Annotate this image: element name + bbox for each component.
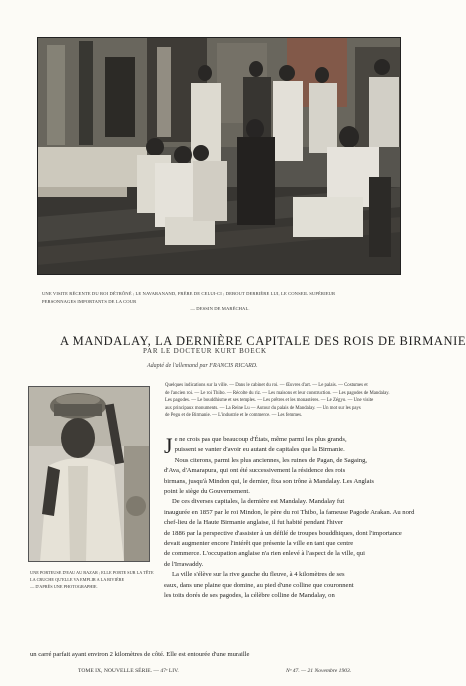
body-line: de l'Irrawaddy. <box>164 560 204 568</box>
body-line: chef-lieu de la Haute Birmanie anglaise, il fut habité pendant l'hiver <box>164 519 343 527</box>
footer-volume: TOME IX, NOUVELLE SÉRIE. — 47ᵉ LIV. <box>78 668 179 674</box>
body-line: point le siège du Gouvernement. <box>164 488 250 496</box>
top-photo-caption <box>42 290 398 313</box>
group-photograph <box>37 37 401 275</box>
portrait-caption-line: — D'APRÈS UNE PHOTOGRAPHIE. <box>30 584 98 589</box>
article-body-column <box>164 433 415 602</box>
body-line: puissent se vanter d'avoir eu autant de capitales que la Birmanie. <box>174 446 345 454</box>
body-line: de 1886 par la perspective d'assister à un défilé de troupes bouddhiques, dont l'importance <box>164 529 402 537</box>
article-summary <box>165 382 405 420</box>
article-byline: PAR LE DOCTEUR KURT BOECK <box>143 347 267 355</box>
summary-line: aux principaux monuments. — La Reine Lu — Autour du palais de Mandalay. — Un mot sur les pays <box>165 405 361 411</box>
portrait-caption-line: UNE PORTEUSE D'EAU AU BAZAR ; ELLE PORTE SUR LA TÊTE <box>30 570 154 575</box>
summary-line: de Pegu et de Birmanie. — L'industrie et le commerce. — Les femmes. <box>165 413 303 419</box>
body-line: les toits dorés de ses pagodes, la célèbre colline de Mandalay, on <box>164 592 335 600</box>
footer-issue-date: Nᵒ 47. — 21 Novembre 1903. <box>286 668 352 674</box>
summary-line: de l'ancien roi. — Le roi Thibo. — Récolte du riz. — Les maisons et leur construction. — Les pagodes de Mandalay. <box>165 390 390 396</box>
body-line: Nous citerons, parmi les plus anciennes, les ruines de Pagan, de Sagaing, <box>174 456 368 464</box>
body-line: eaux, dans une plaine que domine, au pied d'une colline que couronnent <box>164 581 354 589</box>
body-line: La ville s'élève sur la rive gauche du fleuve, à 4 kilomètres de ses <box>172 571 345 579</box>
body-line: de commerce. L'occupation anglaise n'a rien enlevé à l'aspect de la ville, qui <box>164 550 365 558</box>
summary-line: Quelques indications sur la ville. — Dans le cabinet du roi. — Œuvres d'art. — Le palais. — Costumes et <box>165 383 368 388</box>
portrait-caption <box>30 569 152 590</box>
top-caption-line: — DESSIN DE MARÉCHAL. <box>190 306 250 311</box>
article-title: A MANDALAY, LA DERNIÈRE CAPITALE DES ROIS DE BIRMANIE <box>60 334 466 348</box>
top-caption-line: UNE VISITE RÉCENTE DU ROI DÉTRÔNÉ ; LE NAVARANAND, FRÈRE DE CELUI-CI ; DEBOUT DERRIÈRE LUI, LE CONSEIL SUPÉRIEUR <box>42 291 336 296</box>
top-caption-line: PERSONNAGES IMPORTANTS DE LA COUR <box>42 298 137 304</box>
body-line: devait augmenter encore l'intérêt que présente la ville en tant que centre <box>164 540 354 548</box>
portrait-caption-line: LA CRUCHE QU'ELLE VA EMPLIR A LA RIVIÈRE <box>30 577 125 582</box>
drop-cap: J <box>164 433 173 458</box>
water-carrier-portrait <box>28 386 150 562</box>
body-line: d'Ava, d'Amarapura, qui ont été successivement la résidence des rois <box>164 467 346 475</box>
page-footer <box>78 668 400 678</box>
article-body-full-width <box>30 650 402 659</box>
body-line: De ces diverses capitales, la dernière est Mandalay. Mandalay fut <box>172 498 345 506</box>
body-line: birmans, jusqu'à Mindon qui, le dernier, fixa son trône à Mandalay. Les Anglais <box>164 477 374 485</box>
summary-line: Les pagodes. — Le bouddhisme et ses temples. — Les prêtres et les monastères. — Le Zégyo. — Une visite <box>165 398 374 404</box>
article-adapted-note: Adapté de l'allemand par FRANCIS RICARD. <box>147 363 258 369</box>
body-line: un carré parfait ayant environ 2 kilomètres de côté. Elle est entourée d'une muraille <box>30 651 250 658</box>
body-line: inaugurée en 1857 par le roi Mindon, le père du roi Thibo, la fameuse Pagode Arakan. Au nord <box>164 508 415 516</box>
body-line: e ne crois pas que beaucoup d'États, même parmi les plus grands, <box>174 436 347 443</box>
